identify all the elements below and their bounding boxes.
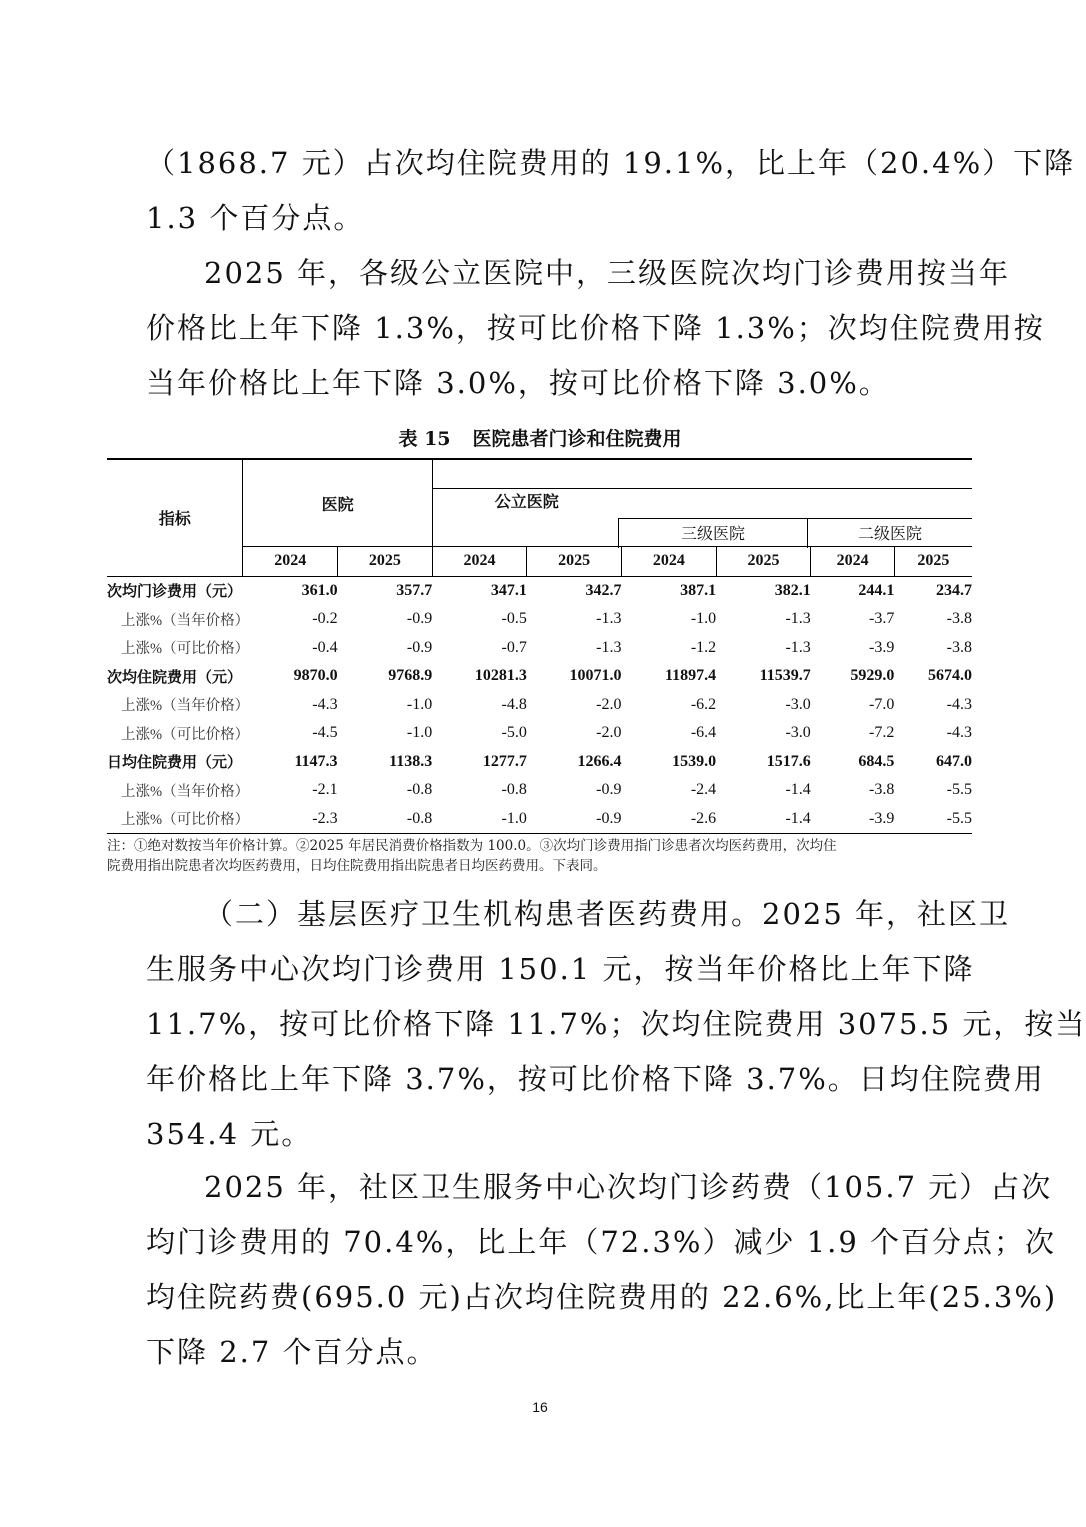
row-label: 上涨%（当年价格） — [121, 698, 250, 715]
note-line: 院费用指出院患者次均医药费用，日均住院费用指出院患者日均医药费用。下表同。 — [107, 858, 607, 874]
table-row — [107, 605, 972, 634]
table-cell: 387.1 — [680, 581, 717, 599]
expense-table — [107, 458, 972, 834]
text-line: 1.3 个百分点。 — [146, 201, 365, 235]
table-cell: 11897.4 — [665, 667, 717, 685]
header-year: 2025 — [716, 547, 811, 577]
table-cell: -0.9 — [527, 805, 622, 834]
header-year: 2024 — [243, 547, 338, 577]
text-line: （1868.7 元）占次均住院费用的 19.1%，比上年（20.4%）下降 — [146, 146, 1076, 180]
table-cell: -3.8 — [946, 638, 972, 656]
header-secondary: 二级医院 — [807, 519, 972, 548]
table-cell: -5.5 — [946, 781, 972, 799]
table-row — [107, 748, 972, 777]
table-cell: 1517.6 — [766, 752, 811, 770]
table-cell: 10281.3 — [474, 667, 527, 685]
text-line: 均住院药费(695.0 元)占次均住院费用的 22.6%,比上年(25.3%) — [146, 1280, 1058, 1314]
text-line: 下降 2.7 个百分点。 — [146, 1335, 438, 1369]
table-cell: -2.3 — [243, 805, 338, 834]
table-cell: 342.7 — [585, 581, 622, 599]
table-cell: -0.4 — [312, 638, 338, 656]
row-label: 上涨%（可比价格） — [107, 805, 243, 834]
paragraph-1 — [146, 136, 1076, 246]
paragraph-3 — [146, 887, 1086, 1162]
table-cell: -2.1 — [312, 781, 338, 799]
paragraph-4 — [146, 1160, 1058, 1380]
table-cell: -0.2 — [312, 610, 338, 628]
table-row — [107, 634, 972, 663]
table-cell: -4.3 — [946, 695, 972, 713]
row-label: 日均住院费用（元） — [107, 755, 243, 772]
table-cell: -7.2 — [869, 724, 895, 742]
table-cell: 234.7 — [936, 581, 972, 599]
table-cell: -0.8 — [338, 805, 433, 834]
text-line: 2025 年，各级公立医院中，三级医院次均门诊费用按当年 — [204, 256, 1011, 290]
row-label: 上涨%（当年价格） — [121, 783, 250, 800]
table-cell: -2.4 — [690, 781, 717, 799]
table-cell: -3.0 — [785, 724, 811, 742]
table-cell: -1.0 — [406, 695, 433, 713]
table-cell: -6.2 — [690, 695, 717, 713]
table-cell: -2.0 — [596, 724, 622, 742]
header-indicator: 指标 — [107, 459, 243, 576]
table-cell: -1.0 — [406, 724, 433, 742]
text-line: 生服务中心次均门诊费用 150.1 元，按当年价格比上年下降 — [146, 952, 975, 986]
table-cell: -0.9 — [596, 781, 622, 799]
table-cell: -3.9 — [869, 638, 895, 656]
table-cell: 1277.7 — [482, 752, 527, 770]
table-cell: -3.7 — [869, 610, 895, 628]
row-label: 上涨%（当年价格） — [121, 612, 250, 629]
tier-header-row — [618, 518, 972, 548]
table-cell: -0.8 — [501, 781, 527, 799]
table-row — [107, 576, 972, 605]
table-cell: -4.3 — [946, 724, 972, 742]
table-cell: 1266.4 — [577, 752, 622, 770]
text-line: 价格比上年下降 1.3%，按可比价格下降 1.3%；次均住院费用按 — [146, 311, 1045, 345]
table-cell: -1.4 — [785, 781, 811, 799]
table-cell: 1138.3 — [389, 752, 433, 770]
table-cell: 1147.3 — [294, 752, 338, 770]
header-year: 2024 — [622, 547, 717, 577]
table-cell: -3.0 — [785, 695, 811, 713]
table-cell: -1.0 — [690, 610, 717, 628]
text-line: （二）基层医疗卫生机构患者医药费用。2025 年，社区卫 — [204, 897, 1011, 931]
table-cell: -0.5 — [501, 610, 527, 628]
note-line: 注：①绝对数按当年价格计算。②2025 年居民消费价格指数为 100.0。③次均门诊费用指门诊患者次均医药费用，次均住 — [107, 838, 837, 854]
text-line: 11.7%，按可比价格下降 11.7%；次均住院费用 3075.5 元，按当 — [146, 1007, 1086, 1041]
table-row — [107, 662, 972, 691]
table-cell: -3.8 — [869, 781, 895, 799]
table-cell: -2.6 — [622, 805, 717, 834]
table-cell: -5.5 — [894, 805, 972, 834]
table-cell: 5929.0 — [850, 667, 895, 685]
text-line: 年价格比上年下降 3.7%，按可比价格下降 3.7%。日均住院费用 — [146, 1062, 1045, 1096]
table-title: 医院患者门诊和住院费用 — [472, 428, 682, 450]
table-cell: -1.3 — [785, 610, 811, 628]
table-cell: -1.3 — [785, 638, 811, 656]
table-cell: 11539.7 — [759, 667, 811, 685]
table-cell: -3.9 — [811, 805, 895, 834]
table-cell: -0.9 — [406, 638, 433, 656]
table-cell: -1.3 — [596, 610, 622, 628]
text-line: 354.4 元。 — [146, 1117, 313, 1151]
table-cell: 684.5 — [858, 752, 895, 770]
table-row — [107, 805, 972, 834]
table-row — [107, 776, 972, 805]
table-cell: -0.9 — [406, 610, 433, 628]
table-cell: -0.7 — [501, 638, 527, 656]
header-tertiary: 三级医院 — [618, 519, 807, 548]
table-cell: -1.4 — [716, 805, 811, 834]
table-cell: -4.5 — [312, 724, 338, 742]
header-year: 2024 — [432, 547, 527, 577]
table-caption — [0, 424, 1080, 451]
table-cell: -2.0 — [596, 695, 622, 713]
table-cell: 357.7 — [396, 581, 433, 599]
table-cell: -6.4 — [690, 724, 717, 742]
text-line: 均门诊费用的 70.4%，比上年（72.3%）减少 1.9 个百分点；次 — [146, 1225, 1057, 1259]
table-cell: -1.2 — [690, 638, 717, 656]
table-cell: 347.1 — [490, 581, 527, 599]
table-cell: -4.3 — [312, 695, 338, 713]
text-line: 2025 年，社区卫生服务中心次均门诊药费（105.7 元）占次 — [204, 1170, 1053, 1204]
table-cell: 5674.0 — [928, 667, 972, 685]
table-number: 表 15 — [398, 428, 451, 450]
page-number: 16 — [532, 1399, 548, 1415]
header-public: 公立医院 — [494, 494, 559, 511]
header-hospital: 医院 — [243, 459, 432, 547]
table-cell: 9870.0 — [293, 667, 338, 685]
header-year: 2025 — [338, 547, 433, 577]
table-cell: -1.0 — [432, 805, 527, 834]
header-year: 2025 — [894, 547, 972, 577]
table-cell: 9768.9 — [388, 667, 433, 685]
table-cell: -7.0 — [869, 695, 895, 713]
table-cell: -4.8 — [501, 695, 527, 713]
table-note — [107, 836, 973, 876]
table-cell: -3.8 — [946, 610, 972, 628]
table-cell: 244.1 — [858, 581, 895, 599]
table-body — [107, 576, 972, 834]
row-label: 上涨%（可比价格） — [121, 726, 250, 743]
row-label: 上涨%（可比价格） — [121, 641, 250, 658]
header-year: 2025 — [527, 547, 622, 577]
table-row — [107, 719, 972, 748]
header-year: 2024 — [811, 547, 895, 577]
text-line: 当年价格比上年下降 3.0%，按可比价格下降 3.0%。 — [146, 366, 890, 400]
table-cell: 647.0 — [936, 752, 972, 770]
row-label: 次均住院费用（元） — [107, 669, 243, 686]
table-cell: 382.1 — [774, 581, 811, 599]
paragraph-2 — [146, 246, 1045, 411]
table-cell: -1.3 — [596, 638, 622, 656]
table-cell: -0.8 — [406, 781, 433, 799]
table-cell: -5.0 — [501, 724, 527, 742]
table-cell: 1539.0 — [672, 752, 717, 770]
row-label: 次均门诊费用（元） — [107, 584, 243, 601]
table-cell: 361.0 — [301, 581, 338, 599]
table-cell: 10071.0 — [569, 667, 622, 685]
table-row — [107, 691, 972, 720]
